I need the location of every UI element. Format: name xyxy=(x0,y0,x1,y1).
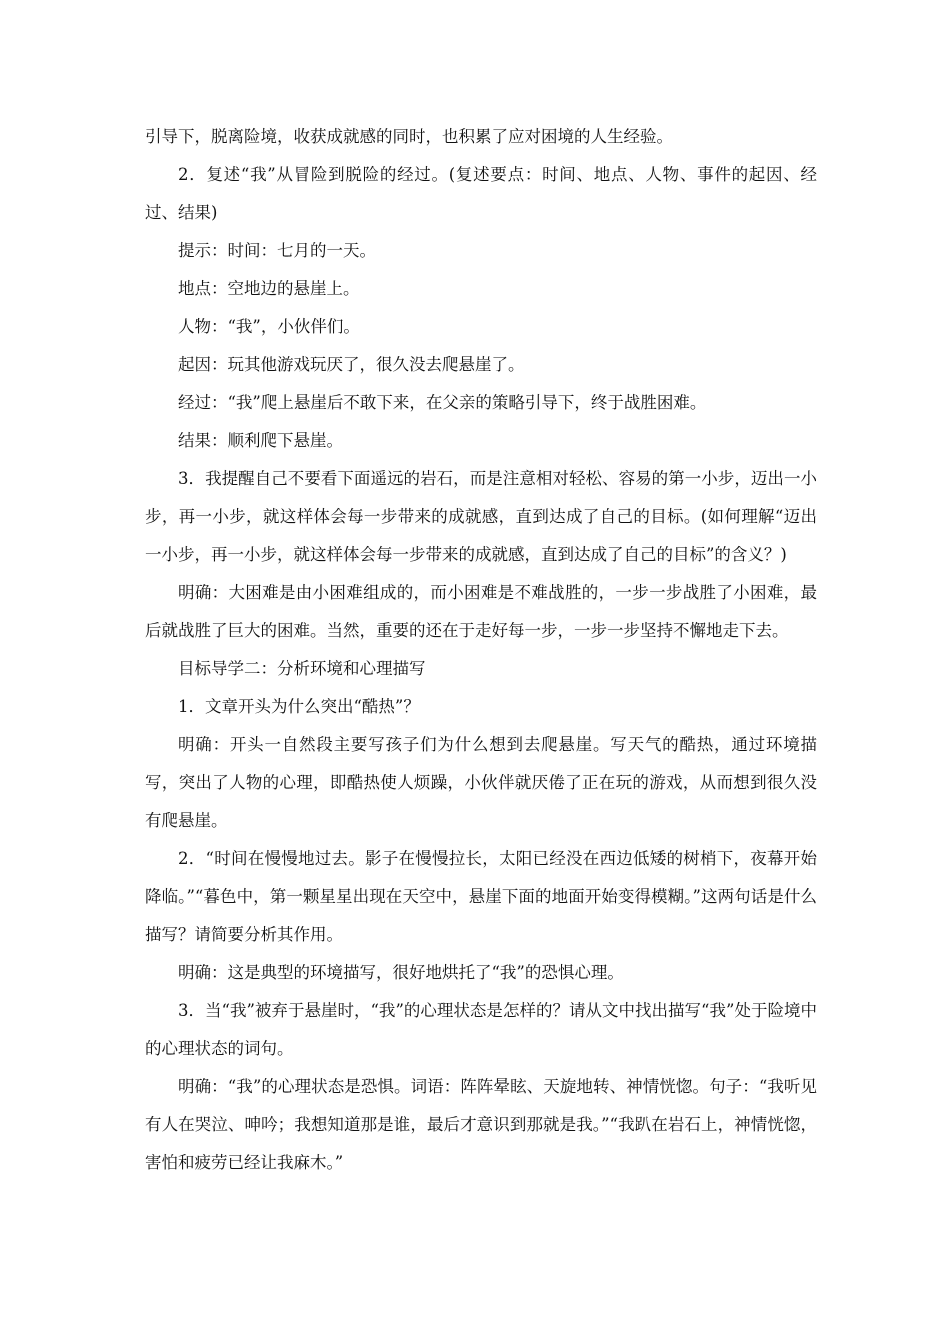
question-2-description: 2．“时间在慢慢地过去。影子在慢慢拉长，太阳已经没在西边低矮的树梢下，夜幕开始降临。”“暮色中，第一颗星星出现在天空中，悬崖下面的地面开始变得模糊。”这两句话是什么描写？请简要分析其作用。 xyxy=(145,849,817,944)
section-heading-goal-2: 目标导学二：分析环境和心理描写 xyxy=(178,659,426,678)
question-2-retell: 2．复述“我”从冒险到脱险的经过。(复述要点：时间、地点、人物、事件的起因、经过、结果) xyxy=(145,165,817,222)
hint-time: 提示：时间：七月的一天。 xyxy=(178,241,376,260)
answer-1-heat: 明确：开头一自然段主要写孩子们为什么想到去爬悬崖。写天气的酷热，通过环境描写，突出了人物的心理，即酷热使人烦躁，小伙伴就厌倦了正在玩的游戏，从而想到很久没有爬悬崖。 xyxy=(145,735,817,830)
hint-place: 地点：空地边的悬崖上。 xyxy=(178,279,360,298)
question-1-heat: 1．文章开头为什么突出“酷热”？ xyxy=(178,697,420,716)
question-3-psychology: 3．当“我”被弃于悬崖时，“我”的心理状态是怎样的？请从文中找出描写“我”处于险境中的心理状态的词句。 xyxy=(145,1001,817,1058)
answer-3-psychology: 明确：“我”的心理状态是恐惧。词语：阵阵晕眩、天旋地转、神情恍惚。句子：“我听见有人在哭泣、呻吟；我想知道那是谁，最后才意识到那就是我。”“我趴在岩石上，神情恍惚，害怕和疲劳已经让我麻木。” xyxy=(145,1077,817,1172)
paragraph-continuation: 引导下，脱离险境，收获成就感的同时，也积累了应对困境的人生经验。 xyxy=(145,127,673,146)
hint-characters: 人物：“我”，小伙伴们。 xyxy=(178,317,360,336)
document-page xyxy=(145,118,817,1182)
answer-2-description: 明确：这是典型的环境描写，很好地烘托了“我”的恐惧心理。 xyxy=(178,963,624,982)
answer-3: 明确：大困难是由小困难组成的，而小困难是不难战胜的，一步一步战胜了小困难，最后就战胜了巨大的困难。当然，重要的还在于走好每一步，一步一步坚持不懈地走下去。 xyxy=(145,583,817,640)
hint-cause: 起因：玩其他游戏玩厌了，很久没去爬悬崖了。 xyxy=(178,355,525,374)
question-3-small-steps: 3．我提醒自己不要看下面遥远的岩石，而是注意相对轻松、容易的第一小步，迈出一小步，再一小步，就这样体会每一步带来的成就感，直到达成了自己的目标。(如何理解“迈出一小步，再一小步，就这样体会每一步带来的成就感，直到达成了自己的目标”的含义？) xyxy=(145,469,817,564)
hint-process: 经过：“我”爬上悬崖后不敢下来，在父亲的策略引导下，终于战胜困难。 xyxy=(178,393,707,412)
hint-result: 结果：顺利爬下悬崖。 xyxy=(178,431,343,450)
